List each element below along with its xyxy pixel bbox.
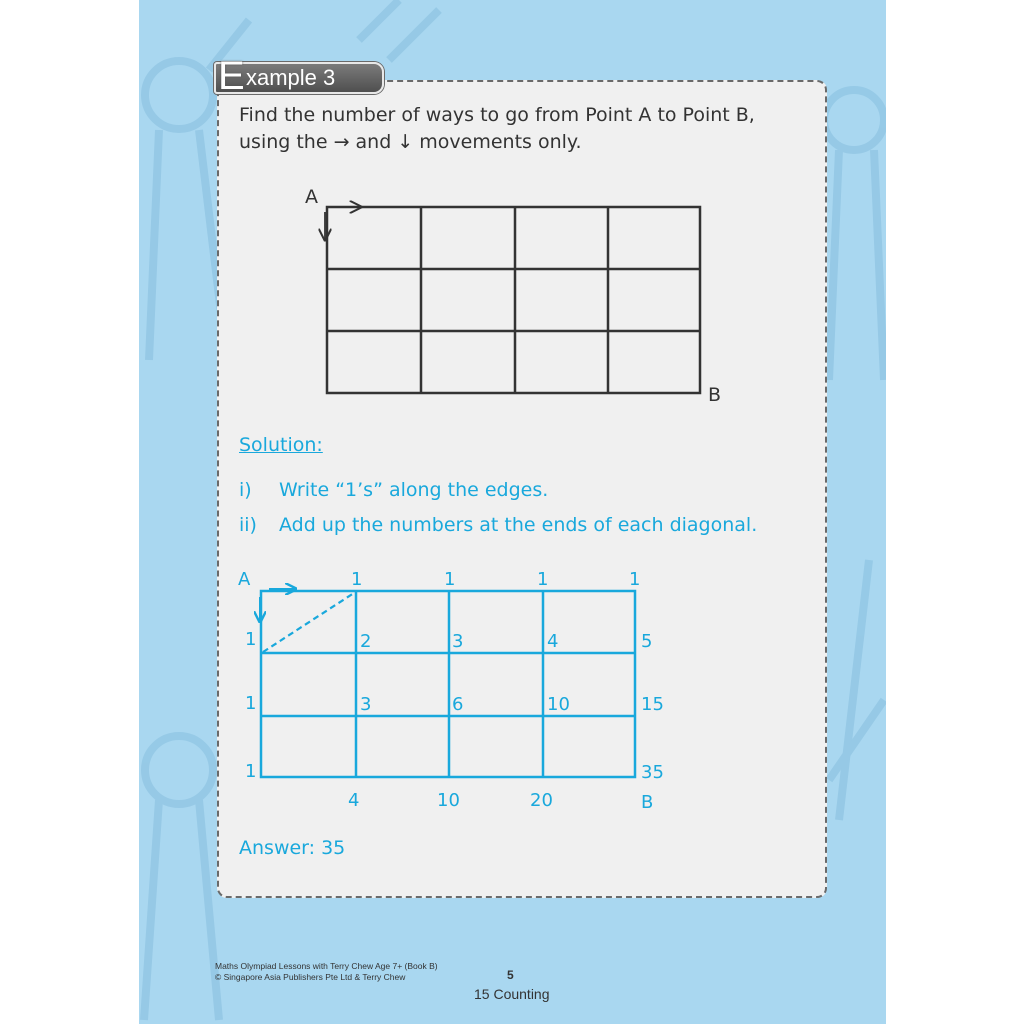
footer-book-title: Maths Olympiad Lessons with Terry Chew Age 7+ (Book B)	[215, 961, 438, 971]
example-first-letter: E	[218, 54, 245, 98]
top-edge-number: 1	[444, 569, 456, 590]
bottom-edge-number: 35	[641, 762, 664, 783]
answer-text: Answer: 35	[239, 837, 346, 859]
page-number: 5	[507, 968, 514, 982]
page	[139, 0, 886, 1024]
solution-step-2-number: ii)	[239, 514, 257, 536]
grid-count: 10	[547, 694, 570, 715]
figure-2-label-b: B	[641, 792, 654, 813]
left-edge-number: 1	[245, 693, 257, 714]
grid-count: 15	[641, 694, 664, 715]
left-edge-number: 1	[245, 629, 257, 650]
top-edge-number: 1	[629, 569, 641, 590]
bottom-edge-number: 20	[530, 790, 553, 811]
figure-1-label-a: A	[305, 186, 318, 208]
bottom-edge-number: 4	[348, 790, 360, 811]
grid-count: 3	[360, 694, 372, 715]
footer-copyright: © Singapore Asia Publishers Pte Ltd & Terry Chew	[215, 972, 406, 982]
diagonal-dashed-line	[263, 593, 354, 652]
left-edge-number: 1	[245, 761, 257, 782]
top-edge-number: 1	[351, 569, 363, 590]
solution-step-2-text: Add up the numbers at the ends of each diagonal.	[279, 514, 758, 536]
solution-step-1-text: Write “1’s” along the edges.	[279, 479, 549, 501]
question-line-2: using the → and ↓ movements only.	[239, 131, 582, 153]
grid-count: 5	[641, 631, 653, 652]
chapter-title: 15 Counting	[474, 986, 550, 1002]
figure-2-label-a: A	[238, 569, 251, 590]
grid-count: 2	[360, 631, 372, 652]
grid-count: 3	[452, 631, 464, 652]
grid-count: 4	[547, 631, 559, 652]
figure-2-grid	[139, 0, 886, 1024]
grid-count: 6	[452, 694, 464, 715]
figure-1-label-b: B	[708, 384, 722, 406]
solution-step-1-number: i)	[239, 479, 252, 501]
question-line-1: Find the number of ways to go from Point A to Point B,	[239, 104, 755, 126]
bottom-edge-number: 10	[437, 790, 460, 811]
top-edge-number: 1	[537, 569, 549, 590]
solution-heading: Solution:	[239, 434, 323, 456]
example-title: xample 3	[246, 65, 336, 90]
